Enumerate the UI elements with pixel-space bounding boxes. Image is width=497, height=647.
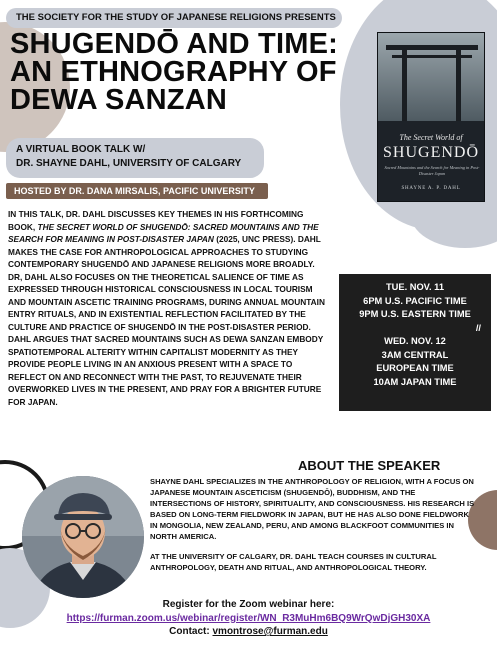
talk-line-2: DR. SHAYNE DAHL, UNIVERSITY OF CALGARY [16, 158, 242, 169]
speaker-bio-paragraph-1: SHAYNE DAHL SPECIALIZES IN THE ANTHROPOLOGY OF RELIGION, WITH A FOCUS ON JAPANESE MOUNTAIN ASCETICISM (SHUGENDŌ), BUDDHISM, AND THE INTERSECTIONS OF HISTORY, SPIRITUALITY, AND CONSCIOUSNESS. HIS RESEARCH IS BASED ON LONG-TERM FIELDWORK IN JAPAN, BUT HE HAS ALSO DONE FIELDWORK IN MONGOLIA, NEW ZEALAND, PERU, AND AMONG BLACKFOOT COMMUNITIES IN NORTH AMERICA. [150, 477, 475, 542]
contact-line [0, 625, 497, 639]
society-banner: THE SOCIETY FOR THE STUDY OF JAPANESE RELIGIONS PRESENTS [6, 8, 342, 28]
book-title-italic: THE SECRET WORLD OF SHUGENDŌ: SACRED MOUNTAINS AND THE SEARCH FOR MEANING IN POST-DISASTER JAPAN [8, 221, 319, 244]
book-cover-author: SHAYNE A. P. DAHL [401, 186, 461, 191]
torii-post-right [456, 50, 461, 121]
schedule-line: // [475, 322, 481, 333]
book-cover-image [377, 32, 485, 202]
speaker-photo [22, 476, 144, 598]
about-speaker-heading: ABOUT THE SPEAKER [298, 458, 441, 473]
talk-line-1: A VIRTUAL BOOK TALK W/ [16, 144, 146, 155]
schedule-box [339, 274, 491, 411]
schedule-line: 3AM CENTRAL [381, 349, 449, 360]
talk-banner [6, 138, 264, 178]
contact-label: Contact: [169, 626, 213, 637]
schedule-line: EUROPEAN TIME [376, 363, 454, 373]
schedule-line: 6PM U.S. PACIFIC TIME [363, 295, 467, 306]
title-line-1: SHUGENDŌ AND TIME: [10, 28, 338, 60]
event-title [10, 30, 370, 114]
book-cover-subtitle: Sacred Mountains and the Search for Meaning in Post-Disaster Japan [384, 165, 480, 176]
host-banner: HOSTED BY DR. DANA MIRSALIS, PACIFIC UNIVERSITY [6, 183, 268, 199]
speaker-bio [150, 476, 476, 581]
schedule-line: WED. NOV. 12 [384, 336, 446, 346]
schedule-line: 10AM JAPAN TIME [373, 376, 457, 387]
description-part-2: (2025, UNC PRESS). DAHL MAKES THE CASE FOR ANTHROPOLOGICAL APPROACHES TO STUDYING CONTEMPORARY SHUGENDŌ AND JAPANESE RELIGIONS MORE BROADLY. DR, DAHL ALSO FOCUSES ON THE THEORETICAL SALIENCE OF TIME AS EXPRESSED THROUGH HISTORICAL CONSCIOUSNESS IN LOCAL TOURISM AND MOUNTAIN ASCETIC TRAINING PROGRAMS, DURING ANNUAL MOUNTAIN ENTRY RITUALS, AND IN EXISTENTIAL REFLECTION FACILITATED BY THE CULTURE AND PRACTICE OF SHUGENDŌ IN THE POST-DISASTER PERIOD. DAHL ARGUES THAT SACRED MOUNTAINS SUCH AS DEWA SANZAN EMBODY SPATIOTEMPORAL ALTERITY WITHIN CAPITALIST MODERNITY AS THEY PROVIDE PEOPLE LIVING IN AN ANXIOUS PRESENT WITH A SPACE TO REFLECT ON AND RECONNECT WITH THE PAST, TO REJUVENATE THEIR OVERWORKED LIVES IN THE PRESENT, AND PRAY FOR A BRIGHTER FUTURE FOR JAPAN. [8, 234, 325, 407]
torii-post-left [402, 50, 407, 121]
contact-email-link[interactable]: vmontrose@furman.edu [212, 626, 328, 637]
book-cover-title-main: SHUGENDŌ [383, 144, 479, 161]
registration-block [0, 598, 497, 639]
register-heading: Register for the Zoom webinar here: [162, 599, 335, 610]
book-cover-title-top: The Secret World of [399, 133, 463, 142]
speaker-bio-paragraph-2: AT THE UNIVERSITY OF CALGARY, DR. DAHL TEACH COURSES IN CULTURAL ANTHROPOLOGY, DEATH AND RITUAL, AND ANTHROPOLOGICAL THEORY. [150, 551, 437, 572]
description-part-1: IN THIS TALK, DR. DAHL DISCUSSES KEY THEMES IN HIS FORTHCOMING BOOK, [8, 209, 304, 232]
speaker-portrait-image [22, 476, 144, 598]
talk-description [8, 208, 326, 408]
schedule-line: 9PM U.S. EASTERN TIME [359, 309, 471, 319]
registration-link[interactable]: https://furman.zoom.us/webinar/register/WN_R3MuHm6BQ9WrQwDjGH30XA [66, 612, 431, 624]
title-line-3: DEWA SANZAN [10, 84, 228, 116]
torii-icon [386, 45, 478, 50]
title-line-2: AN ETHNOGRAPHY OF [10, 56, 337, 88]
schedule-line: TUE. NOV. 11 [385, 282, 445, 292]
